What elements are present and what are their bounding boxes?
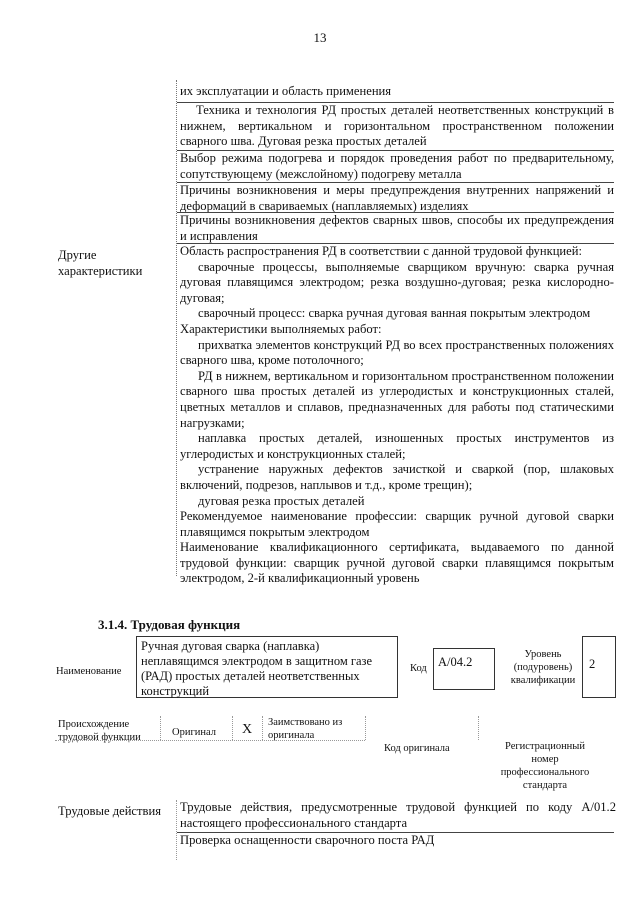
table-row: Техника и технология РД простых деталей неответственных конструкций в нижнем, вертикальном и горизонтальном пространственном положении сварного шва. Дуговая резка простых деталей — [180, 103, 614, 149]
code-label: Код — [410, 663, 427, 674]
paragraph: Рекомендуемое наименование профессии: сварщик ручной дуговой сварки плавящимся покрытым электродом — [180, 509, 614, 539]
paragraph: Характеристики выполняемых работ: — [180, 321, 382, 336]
level-box: 2 — [582, 636, 616, 698]
paragraph: наплавка простых деталей, изношенных простых инструментов из углеродистых и конструкционных сталей; — [180, 431, 614, 461]
paragraph: Проверка оснащенности сварочного поста РАД — [180, 833, 435, 848]
paragraph: сварочный процесс: сварка ручная дуговая ванная покрытым электродом — [198, 306, 591, 321]
origin-divider — [160, 716, 161, 740]
code-box: A/04.2 — [433, 648, 495, 690]
other-characteristics-label: Другие характеристики — [58, 248, 143, 278]
origin-divider — [478, 716, 479, 740]
paragraph: устранение наружных дефектов зачисткой и сваркой (пор, шлаковых включений, подрезов, наплывов и т.д., кроме трещин); — [180, 462, 614, 492]
origin-label: Происхождение трудовой функции — [58, 719, 141, 743]
name-label: Наименование — [56, 666, 122, 677]
origin-divider — [55, 740, 365, 741]
other-characteristics — [180, 244, 614, 587]
paragraph: сварочные процессы, выполняемые сварщиком вручную: сварка ручная дуговая плавящимся электродом; резка воздушно-дуговая; резка кислородно-дуговая; — [180, 259, 614, 305]
original-label: Оригинал — [172, 727, 216, 738]
function-name-box: Ручная дуговая сварка (наплавка) неплавящимся электродом в защитном газе (РАД) простых деталей неответственных конструкций — [136, 636, 398, 698]
table-column-divider — [176, 80, 177, 576]
table-row: Причины возникновения и меры предупреждения внутренних напряжений и деформаций в свариваемых (наплавляемых) изделиях — [180, 183, 614, 213]
paragraph: РД в нижнем, вертикальном и горизонтальном пространственном положении сварного шва простых деталей из углеродистых и конструкционных сталей, цветных металлов и сплавов, предназначенных для работы под статическими нагрузками; — [180, 368, 614, 430]
level-label: Уровень (подуровень) квалификации — [510, 649, 576, 686]
table-column-divider — [176, 800, 177, 860]
code-original-label: Код оригинала — [384, 743, 450, 754]
paragraph: дуговая резка простых деталей — [198, 493, 365, 508]
borrowed-label: Заимствовано из оригинала — [268, 717, 343, 741]
labor-actions-label: Трудовые действия — [58, 804, 162, 818]
origin-divider — [365, 716, 366, 740]
labor-actions — [180, 800, 616, 849]
section-title: 3.1.4. Трудовая функция — [98, 617, 241, 632]
reg-number-label: Регистрационный номер профессионального стандарта — [500, 741, 590, 791]
table-row: Выбор режима подогрева и порядок проведения работ по предварительному, сопутствующему (межслойному) подогреву металла — [180, 151, 614, 181]
page-number: 13 — [313, 30, 327, 45]
paragraph: Область распространения РД в соответствии с данной трудовой функцией: — [180, 244, 583, 258]
origin-divider — [262, 716, 263, 740]
origin-divider — [232, 716, 233, 740]
row-divider — [177, 832, 614, 833]
paragraph: Трудовые действия, предусмотренные трудовой функцией по коду А/01.2 настоящего профессионального стандарта — [180, 800, 616, 830]
paragraph: прихватка элементов конструкций РД во всех пространственных положениях сварного шва, кроме потолочного; — [180, 337, 614, 368]
table-row: их эксплуатации и область применения — [180, 84, 392, 98]
table-row: Причины возникновения дефектов сварных швов, способы их предупреждения и исправления — [180, 213, 614, 243]
original-mark: X — [242, 722, 253, 737]
paragraph: Наименование квалификационного сертификата, выдаваемого по данной трудовой функции: сварщик ручной дуговой сварки плавящимся покрытым электродом, 2-й квалификационный уровень — [180, 540, 614, 586]
